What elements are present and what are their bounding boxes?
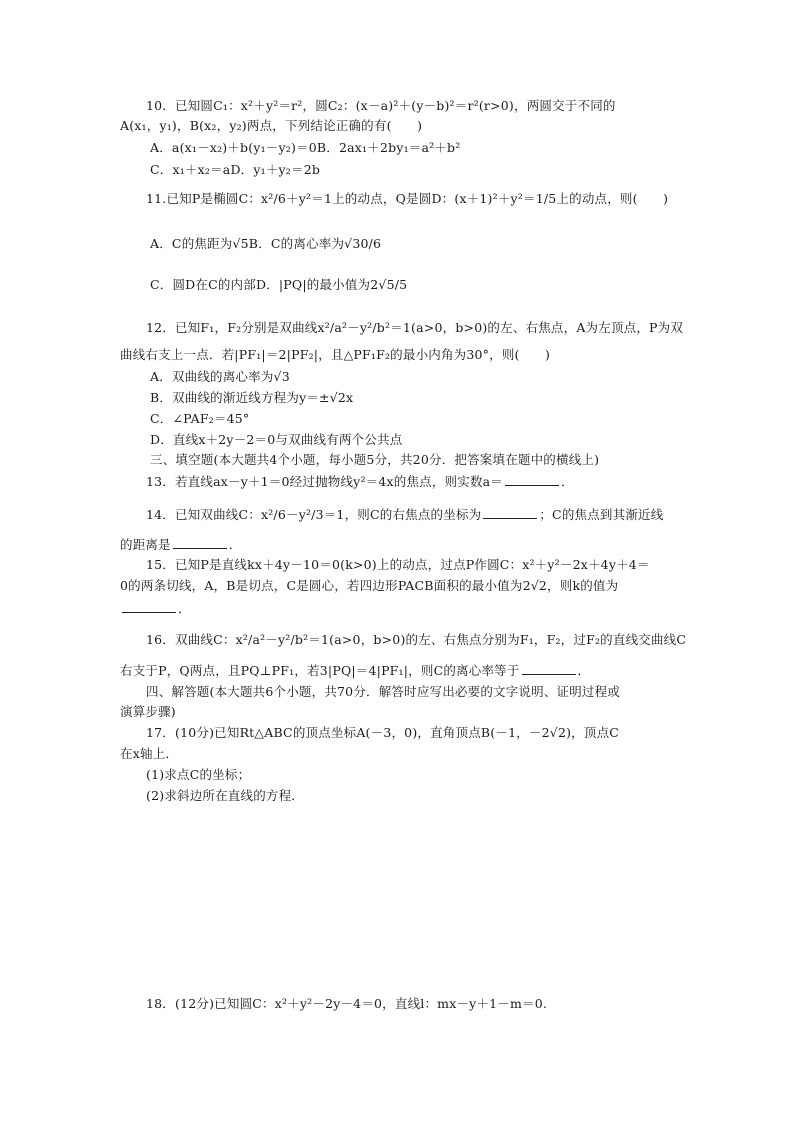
q17-part1: (1)求点C的坐标； [146,767,251,782]
q16-text: 右支于P，Q两点，且PQ⊥PF₁，若3|PQ|＝4|PF₁|，则C的离心率等于 [120,663,520,678]
q16-answer-blank[interactable] [522,662,576,675]
q11-options-cd: C．圆D在C的内部D．|PQ|的最小值为2√5/5 [150,277,408,292]
q15-line1: 15．已知P是直线kx＋4y－10＝0(k>0)上的动点，过点P作圆C：x²＋y²－2x＋4y＋4＝ [146,557,650,572]
section4-heading-line2: 演算步骤) [120,704,176,719]
q14-text-part2: ；C的焦点到其渐近线 [539,507,664,522]
q14-line2 [120,536,242,553]
q12-stem-line1: 12．已知F₁，F₂分别是双曲线x²/a²－y²/b²＝1(a>0，b>0)的左、右焦点，A为左顶点，P为双 [146,320,684,335]
q12-stem-line2: 曲线右支上一点．若|PF₁|＝2|PF₂|，且△PF₁F₂的最小内角为30°，则( ) [120,347,551,362]
q15-answer-blank[interactable] [122,600,176,613]
q14-period: ． [228,537,242,552]
q12-option-d: D．直线x＋2y－2＝0与双曲线有两个公共点 [150,432,403,447]
q17-line1: 17．(10分)已知Rt△ABC的顶点坐标A(－3，0)，直角顶点B(－1，－2√2)，顶点C [146,725,620,740]
q14-line1 [146,506,663,523]
q13-answer-blank[interactable] [505,473,559,486]
q10-stem-line1: 10．已知圆C₁：x²＋y²＝r²，圆C₂：(x－a)²＋(y－b)²＝r²(r>0)，两圆交于不同的 [146,98,616,113]
q14-text-part3: 的距离是 [120,537,171,552]
q10-stem-line2: A(x₁，y₁)，B(x₂，y₂)两点，下列结论正确的有( ) [120,118,423,133]
section4-heading-line1: 四、解答题(本大题共6个小题，共70分．解答时应写出必要的文字说明、证明过程或 [146,684,621,699]
q12-option-a: A．双曲线的离心率为√3 [150,369,290,384]
q18-stem: 18．(12分)已知圆C：x²＋y²－2y－4＝0，直线l：mx－y＋1－m＝0. [146,996,548,1011]
q11-options-ab: A．C的焦距为√5B．C的离心率为√30/6 [150,236,382,251]
q14-text-part1: 14．已知双曲线C：x²/6－y²/3＝1，则C的右焦点的坐标为 [146,507,482,522]
q16-line2 [120,662,590,679]
q10-options-ab: A．a(x₁－x₂)＋b(y₁－y₂)＝0B．2ax₁＋2by₁＝a²＋b² [150,140,461,155]
q14-answer-blank-1[interactable] [483,506,537,519]
q13-text: 13．若直线ax－y＋1＝0经过抛物线y²＝4x的焦点，则实数a＝ [146,474,504,489]
q15-line3 [120,600,191,617]
q13-period: ． [561,474,574,489]
q11-stem: 11.已知P是椭圆C：x²/6＋y²＝1上的动点，Q是圆D：(x＋1)²＋y²＝1/5上的动点，则( ) [146,191,669,206]
q12-option-c: C．∠PAF₂＝45° [150,411,250,426]
q13 [146,473,574,490]
q12-option-b: B．双曲线的渐近线方程为y＝±√2x [150,390,354,405]
q17-line2: 在x轴上． [120,746,179,761]
q15-period: ． [178,601,191,616]
q17-part2: (2)求斜边所在直线的方程． [146,788,305,803]
q15-line2: 0的两条切线，A，B是切点，C是圆心，若四边形PACB面积的最小值为2√2，则k的值为 [120,578,619,593]
section3-heading: 三、填空题(本大题共4个小题，每小题5分，共20分．把答案填在题中的横线上) [150,452,600,467]
q14-answer-blank-2[interactable] [173,536,227,549]
q16-line1: 16．双曲线C：x²/a²－y²/b²＝1(a>0，b>0)的左、右焦点分别为F₁，F₂，过F₂的直线交曲线C [146,632,687,647]
q16-period: ． [577,663,591,678]
q10-options-cd: C．x₁＋x₂＝aD．y₁＋y₂＝2b [150,162,321,177]
